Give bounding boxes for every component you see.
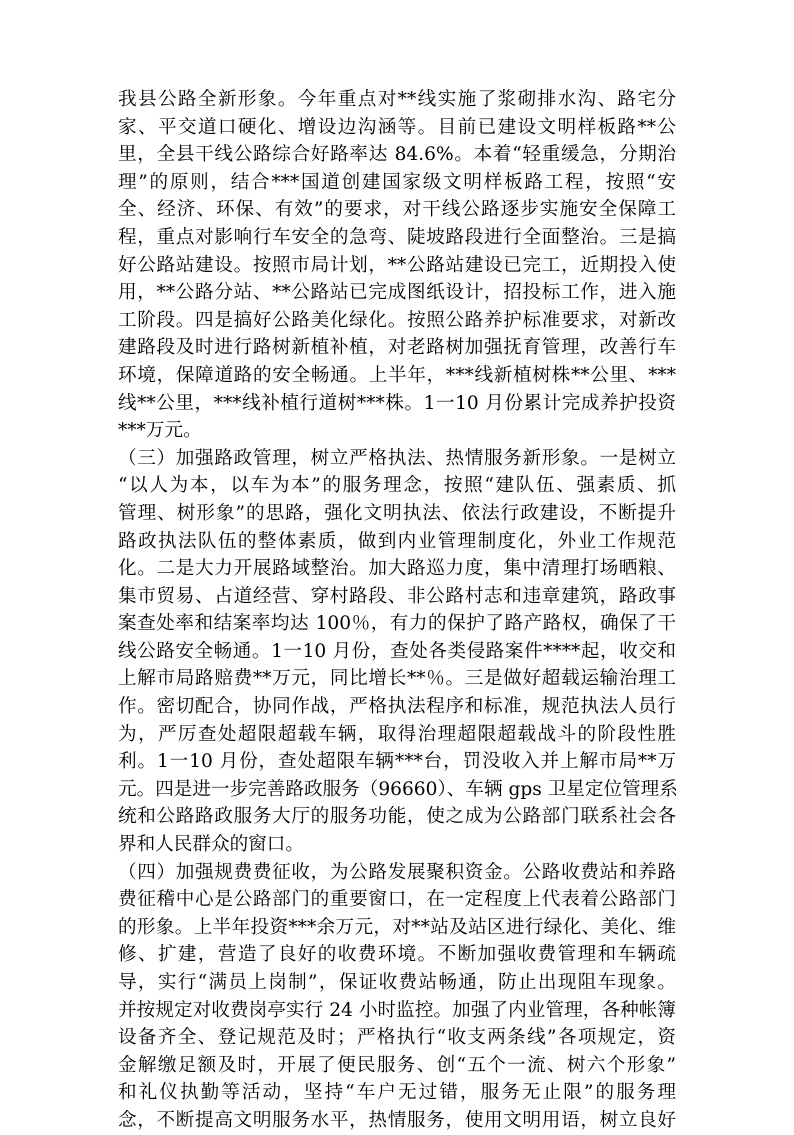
text-line: 统和公路路政服务大厅的服务功能，使之成为公路部门联系社会各	[118, 806, 676, 828]
text-line: 用，**公路分站、**公路站已完成图纸设计，招投标工作，进入施	[118, 282, 676, 304]
text-line: 元。四是进一步完善路政服务（96660）、车辆 gps 卫星定位管理系	[118, 778, 678, 800]
text-line: 环境，保障道路的安全畅通。上半年，***线新植树株**公里、***	[118, 364, 676, 386]
text-line: 上解市局路赔费**万元，同比增长**％。三是做好超载运输治理工	[118, 668, 676, 690]
text-line: 费征稽中心是公路部门的重要窗口，在一定程度上代表着公路部门	[118, 889, 676, 911]
text-line: 建路段及时进行路树新植补植，对老路树加强抚育管理，改善行车	[118, 337, 676, 359]
text-line: 家、平交道口硬化、增设边沟涵等。目前已建设文明样板路**公	[118, 116, 676, 138]
text-line: 的形象。上半年投资***余万元，对**站及站区进行绿化、美化、维	[118, 916, 676, 938]
text-line: 案查处率和结案率均达 100％，有力的保护了路产路权，确保了干	[118, 613, 676, 635]
text-line: 集市贸易、占道经营、穿村路段、非公路村志和违章建筑，路政事	[118, 585, 676, 607]
text-line: 里，全县干线公路综合好路率达 84.6%。本着“轻重缓急，分期治	[118, 144, 676, 166]
text-line: 导，实行“满员上岗制”，保证收费站畅通，防止出现阻车现象。	[118, 972, 676, 993]
text-line: 工阶段。四是搞好公路美化绿化。按照公路养护标准要求，对新改	[118, 309, 676, 331]
text-line: 线**公里，***线补植行道树***株。1一10 月份累计完成养护投资	[118, 392, 676, 414]
text-line: 化。二是大力开展路域整治。加大路巡力度，集中清理打场晒粮、	[118, 558, 676, 580]
document-body	[118, 86, 676, 1135]
text-line: 路政执法队伍的整体素质，做到内业管理制度化，外业工作规范	[118, 530, 676, 552]
text-line: 作。密切配合，协同作战，严格执法程序和标准，规范执法人员行	[118, 696, 676, 718]
text-line: 并按规定对收费岗亭实行 24 小时监控。加强了内业管理，各种帐簿	[118, 999, 676, 1021]
text-line: ***万元。	[118, 420, 202, 442]
text-line: 管理、树形象”的思路，强化文明执法、依法行政建设，不断提升	[118, 502, 676, 524]
text-line: 为，严厉查处超限超载车辆，取得治理超限超载战斗的阶段性胜	[118, 723, 676, 745]
text-line: 理”的原则，结合***国道创建国家级文明样板路工程，按照“安	[118, 171, 676, 193]
text-line: 利。1一10 月份，查处超限车辆***台，罚没收入并上解市局**万	[118, 751, 676, 773]
text-line: 我县公路全新形象。今年重点对**线实施了浆砌排水沟、路宅分	[118, 89, 676, 110]
text-line: 线公路安全畅通。1一10 月份，查处各类侵路案件****起，收交和	[118, 640, 676, 662]
paragraph-heading-line: （四）加强规费费征收，为公路发展聚积资金。公路收费站和养路	[118, 861, 676, 883]
text-line: 金解缴足额及时，开展了便民服务、创“五个一流、树六个形象”	[118, 1054, 676, 1076]
text-line: 界和人民群众的窗口。	[118, 834, 304, 856]
text-line: 念，不断提高文明服务水平，热情服务，使用文明用语，树立良好	[118, 1109, 676, 1131]
text-line: 好公路站建设。按照市局计划，**公路站建设已完工，近期投入使	[118, 254, 676, 276]
text-line: 全、经济、环保、有效”的要求，对干线公路逐步实施安全保障工	[118, 199, 676, 221]
text-line: 程，重点对影响行车安全的急弯、陡坡路段进行全面整治。三是搞	[118, 226, 676, 248]
paragraph-heading-line: （三）加强路政管理，树立严格执法、热情服务新形象。一是树立	[118, 447, 676, 469]
text-line: 设备齐全、登记规范及时；严格执行“收支两条线”各项规定，资	[118, 1027, 676, 1049]
text-line: 修、扩建，营造了良好的收费环境。不断加强收费管理和车辆疏	[118, 944, 676, 966]
text-line: 和礼仪执勤等活动，坚持“车户无过错，服务无止限”的服务理	[118, 1082, 676, 1104]
text-line: “以人为本，以车为本”的服务理念，按照“建队伍、强素质、抓	[118, 475, 676, 497]
